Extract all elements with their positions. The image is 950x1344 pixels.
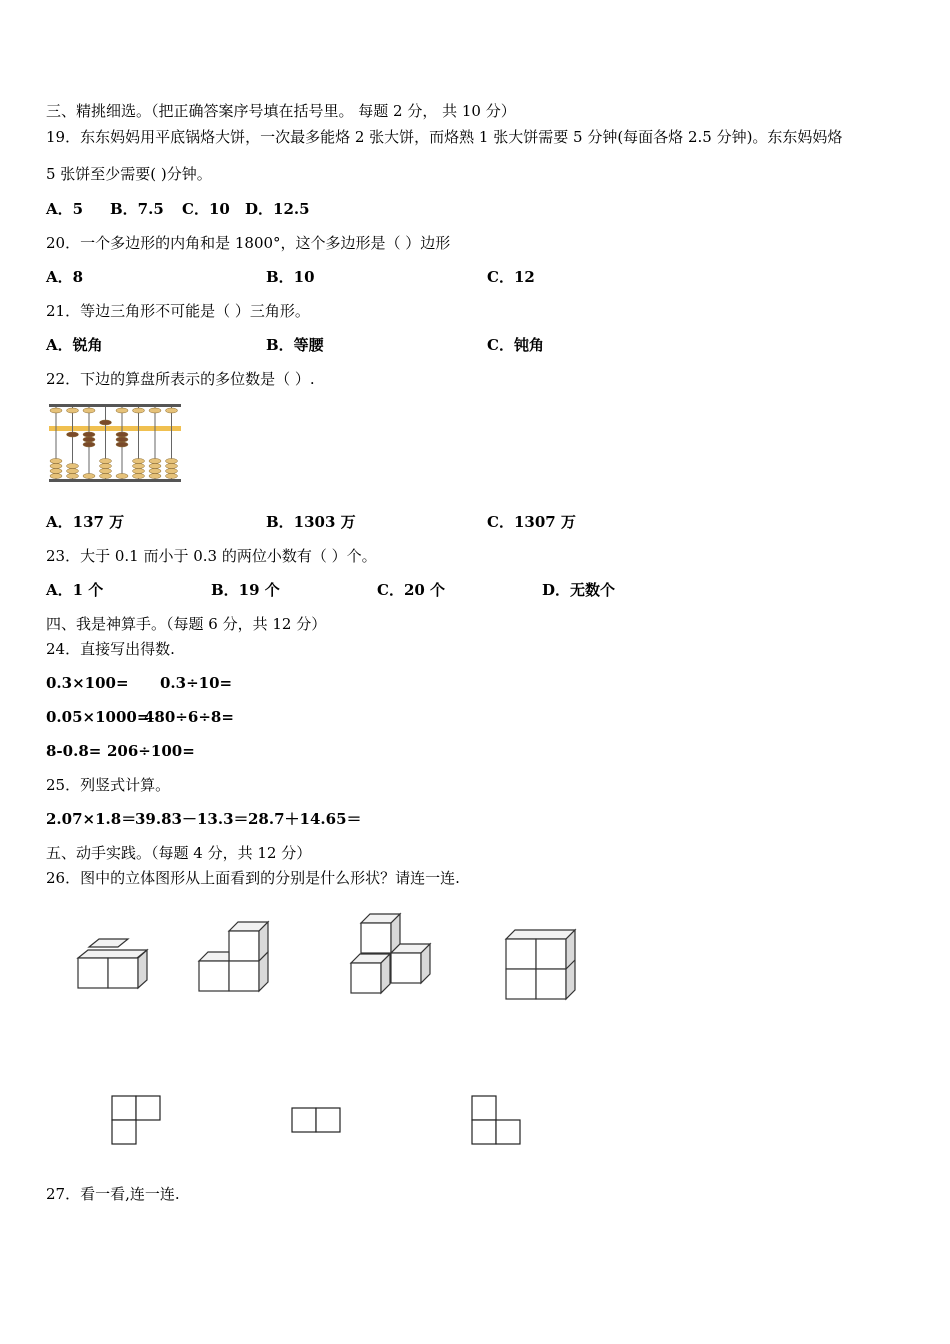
q22-option-a[interactable]: A．137 万 bbox=[46, 513, 125, 531]
q24-item: 480÷6÷8= bbox=[144, 708, 234, 726]
top-view-shape-1[interactable] bbox=[111, 1095, 163, 1147]
q23-option-b[interactable]: B．19 个 bbox=[211, 581, 280, 599]
abacus-bead bbox=[116, 437, 128, 442]
q19-option-a[interactable]: A．5 bbox=[46, 200, 84, 218]
top-view-shape-2[interactable] bbox=[291, 1107, 343, 1135]
q23-option-a[interactable]: A．1 个 bbox=[46, 581, 104, 599]
abacus-bead bbox=[50, 469, 62, 474]
q24-text: 24．直接写出得数. bbox=[46, 640, 175, 658]
abacus-bead bbox=[133, 464, 145, 469]
q19-line1: 19．东东妈妈用平底锅烙大饼，一次最多能烙 2 张大饼，而烙熟 1 张大饼需要 5 分钟(每面各烙 2.5 分钟)。东东妈妈烙 bbox=[46, 128, 843, 146]
abacus-bead bbox=[50, 459, 62, 464]
abacus-bead bbox=[100, 474, 112, 479]
q22-option-c[interactable]: C．1307 万 bbox=[487, 513, 576, 531]
abacus-bead bbox=[67, 432, 79, 437]
section3-heading: 三、精挑细选。（把正确答案序号填在括号里。 每题 2 分， 共 10 分） bbox=[46, 102, 516, 120]
abacus-bead bbox=[166, 408, 178, 413]
section5-heading: 五、动手实践。（每题 4 分，共 12 分） bbox=[46, 844, 312, 862]
abacus-bead bbox=[149, 408, 161, 413]
abacus-figure bbox=[48, 403, 188, 485]
q20-option-a[interactable]: A．8 bbox=[46, 268, 84, 286]
abacus-bead bbox=[166, 464, 178, 469]
abacus-bead bbox=[67, 469, 79, 474]
abacus-bead bbox=[133, 459, 145, 464]
q21-option-b[interactable]: B．等腰 bbox=[266, 336, 324, 354]
section4-heading: 四、我是神算手。（每题 6 分，共 12 分） bbox=[46, 615, 327, 633]
q19-option-b[interactable]: B．7.5 bbox=[110, 200, 164, 218]
abacus-top-bar bbox=[49, 404, 181, 407]
q27-text: 27．看一看,连一连. bbox=[46, 1185, 180, 1203]
abacus-bottom-bar bbox=[49, 479, 181, 482]
q20-text: 20．一个多边形的内角和是 1800°，这个多边形是（ ）边形 bbox=[46, 234, 451, 252]
q25-item: 2.07×1.8＝ bbox=[46, 810, 137, 828]
abacus-bead bbox=[67, 474, 79, 479]
q20-option-b[interactable]: B．10 bbox=[266, 268, 315, 286]
abacus-bead bbox=[100, 469, 112, 474]
q22-option-b[interactable]: B．1303 万 bbox=[266, 513, 356, 531]
abacus-bead bbox=[83, 474, 95, 479]
abacus-beam bbox=[49, 426, 181, 431]
abacus-bead bbox=[116, 408, 128, 413]
abacus-bead bbox=[100, 459, 112, 464]
abacus-bead bbox=[67, 408, 79, 413]
abacus-bead bbox=[149, 459, 161, 464]
q24-item: 206÷100= bbox=[107, 742, 195, 760]
q24-item: 0.05×1000= bbox=[46, 708, 150, 726]
abacus-bead bbox=[50, 408, 62, 413]
solid-figure-1[interactable] bbox=[77, 935, 157, 995]
q23-option-d[interactable]: D．无数个 bbox=[542, 581, 616, 599]
abacus-bead bbox=[166, 474, 178, 479]
q21-option-a[interactable]: A．锐角 bbox=[46, 336, 103, 354]
q26-text: 26．图中的立体图形从上面看到的分别是什么形状？请连一连. bbox=[46, 869, 460, 887]
q19-option-c[interactable]: C．10 bbox=[182, 200, 230, 218]
q20-option-c[interactable]: C．12 bbox=[487, 268, 535, 286]
abacus-bead bbox=[100, 464, 112, 469]
abacus-bead bbox=[133, 408, 145, 413]
q23-text: 23．大于 0.1 而小于 0.3 的两位小数有（ ）个。 bbox=[46, 547, 377, 565]
top-view-shape-3[interactable] bbox=[471, 1095, 523, 1147]
abacus-bead bbox=[166, 469, 178, 474]
solid-figure-4[interactable] bbox=[505, 928, 585, 1008]
q25-text: 25．列竖式计算。 bbox=[46, 776, 171, 794]
abacus-bead bbox=[116, 442, 128, 447]
abacus-bead bbox=[50, 474, 62, 479]
abacus-bead bbox=[133, 469, 145, 474]
abacus-bead bbox=[100, 420, 112, 425]
abacus-bead bbox=[149, 469, 161, 474]
q19-line2: 5 张饼至少需要( )分钟。 bbox=[46, 165, 212, 183]
q25-item: 39.83－13.3＝ bbox=[135, 810, 249, 828]
q22-text: 22．下边的算盘所表示的多位数是（ ）. bbox=[46, 370, 315, 388]
solid-figure-3[interactable] bbox=[350, 912, 440, 1002]
abacus-bead bbox=[149, 464, 161, 469]
q24-item: 8-0.8= bbox=[46, 742, 102, 760]
abacus-bead bbox=[83, 408, 95, 413]
abacus-bead bbox=[116, 474, 128, 479]
q21-option-c[interactable]: C．钝角 bbox=[487, 336, 544, 354]
abacus-bead bbox=[50, 464, 62, 469]
abacus-bead bbox=[83, 442, 95, 447]
q25-item: 28.7＋14.65＝ bbox=[248, 810, 362, 828]
q24-item: 0.3÷10= bbox=[160, 674, 233, 692]
abacus-bead bbox=[166, 459, 178, 464]
q21-text: 21．等边三角形不可能是（ ）三角形。 bbox=[46, 302, 310, 320]
q19-option-d[interactable]: D．12.5 bbox=[245, 200, 310, 218]
abacus-bead bbox=[83, 432, 95, 437]
q24-item: 0.3×100= bbox=[46, 674, 129, 692]
abacus-bead bbox=[83, 437, 95, 442]
abacus-bead bbox=[67, 464, 79, 469]
solid-figure-2[interactable] bbox=[198, 918, 278, 998]
abacus-bead bbox=[149, 474, 161, 479]
abacus-bead bbox=[133, 474, 145, 479]
abacus-bead bbox=[116, 432, 128, 437]
q23-option-c[interactable]: C．20 个 bbox=[377, 581, 446, 599]
